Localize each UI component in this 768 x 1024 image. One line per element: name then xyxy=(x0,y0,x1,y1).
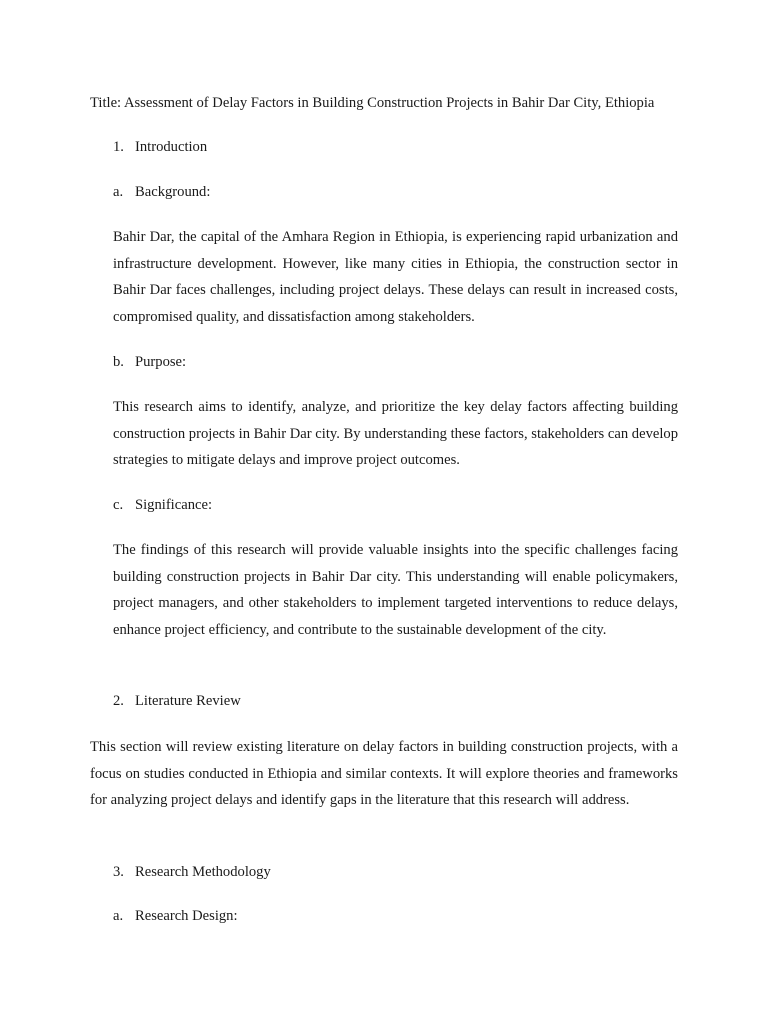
heading-introduction xyxy=(113,138,207,156)
heading-label: Introduction xyxy=(135,139,208,155)
heading-literature-review xyxy=(113,692,241,710)
document-title: Title: Assessment of Delay Factors in Building Construction Projects in Bahir Dar City, Ethiopia xyxy=(90,95,655,111)
background-paragraph: Bahir Dar, the capital of the Amhara Region in Ethiopia, is experiencing rapid urbanization and infrastructure development. However, like many cities in Ethiopia, the construction sector in Bahir Dar faces challenges, including project delays. These delays can result in increased costs, compromised quality, and dissatisfaction among stakeholders. xyxy=(113,229,678,325)
subheading-letter: c. xyxy=(113,497,124,513)
subheading-label: Significance: xyxy=(135,497,212,513)
subheading-label: Research Design: xyxy=(135,908,238,924)
heading-number: 3. xyxy=(113,864,124,880)
purpose-paragraph: This research aims to identify, analyze, and prioritize the key delay factors affecting building construction projects in Bahir Dar city. By understanding these factors, stakeholders can develop strategies to mitigate delays and improve project outcomes. xyxy=(113,399,678,469)
subheading-letter: a. xyxy=(113,184,124,200)
significance-paragraph: The findings of this research will provide valuable insights into the specific challenges facing building construction projects in Bahir Dar city. This understanding will enable policymakers, project managers, and other stakeholders to implement targeted interventions to reduce delays, enhance project efficiency, and contribute to the sustainable development of the city. xyxy=(113,542,678,638)
subheading-label: Purpose: xyxy=(135,354,187,370)
heading-label: Research Methodology xyxy=(135,864,271,880)
subheading-significance xyxy=(113,496,212,514)
heading-number: 1. xyxy=(113,139,124,155)
heading-label: Literature Review xyxy=(135,693,241,709)
subheading-background xyxy=(113,183,210,201)
subheading-letter: b. xyxy=(113,354,124,370)
literature-paragraph: This section will review existing literature on delay factors in building construction projects, with a focus on studies conducted in Ethiopia and similar contexts. It will explore theories and frameworks for analyzing project delays and identify gaps in the literature that this research will address. xyxy=(90,739,678,809)
subheading-label: Background: xyxy=(135,184,211,200)
subheading-purpose xyxy=(113,353,186,371)
heading-number: 2. xyxy=(113,693,124,709)
subheading-research-design xyxy=(113,907,238,925)
heading-research-methodology xyxy=(113,863,271,881)
subheading-letter: a. xyxy=(113,908,124,924)
